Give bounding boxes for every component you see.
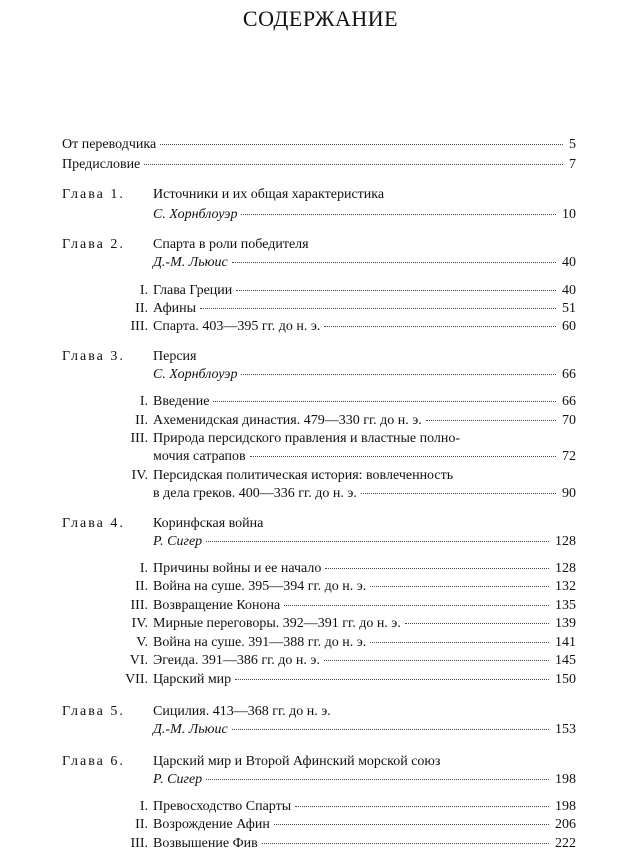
author-name: Р. Сигер (153, 772, 203, 787)
section-number: II. (135, 301, 148, 316)
leader-dots (284, 604, 549, 606)
section-number: II. (135, 413, 148, 428)
entry-page: 198 (555, 799, 576, 814)
section-text: Афины (153, 301, 197, 316)
chapter-author-entry[interactable] (153, 206, 576, 224)
leader-dots (370, 641, 549, 643)
toc-section[interactable] (153, 578, 576, 596)
toc-section[interactable] (153, 300, 576, 318)
chapter-title[interactable]: Спарта в роли победителя (153, 237, 309, 252)
chapter-title[interactable]: Сицилия. 413—368 гг. до н. э. (153, 704, 331, 719)
entry-page: 10 (562, 207, 576, 222)
section-text: Причины войны и ее начало (153, 561, 322, 576)
section-text: Ахеменидская династия. 479—330 гг. до н. э. (153, 413, 422, 428)
leader-dots (213, 400, 556, 402)
section-text-line1[interactable]: Персидская политическая история: вовлеченность (153, 468, 454, 483)
section-text: Война на суше. 391—388 гг. до н. э. (153, 635, 367, 650)
entry-page: 66 (562, 367, 576, 382)
chapter-label: Глава 5. (62, 704, 125, 719)
toc-section[interactable] (153, 393, 576, 411)
chapter-label: Глава 1. (62, 187, 125, 202)
section-number: IV. (131, 468, 148, 483)
section-text: Возвращение Конона (153, 598, 281, 613)
toc-section[interactable] (153, 282, 576, 300)
leader-dots (361, 492, 556, 494)
section-text-line1[interactable]: Природа персидского правления и властные полно- (153, 431, 461, 446)
leader-dots (262, 842, 549, 844)
section-number: I. (139, 394, 148, 409)
entry-page: 132 (555, 579, 576, 594)
section-text-line2: в дела греков. 400—336 гг. до н. э. (153, 486, 357, 501)
section-number: VI. (129, 653, 148, 668)
entry-page: 70 (562, 413, 576, 428)
leader-dots (295, 805, 549, 807)
entry-page: 72 (562, 449, 576, 464)
entry-page: 153 (555, 722, 576, 737)
toc-section[interactable] (153, 448, 576, 466)
leader-dots (206, 778, 549, 780)
chapter-label: Глава 3. (62, 349, 125, 364)
section-number: I. (139, 283, 148, 298)
chapter-author-entry[interactable] (153, 771, 576, 789)
leader-dots (236, 289, 556, 291)
entry-page: 60 (562, 319, 576, 334)
entry-page: 40 (562, 283, 576, 298)
toc-section[interactable] (153, 816, 576, 834)
section-number: III. (130, 431, 148, 446)
chapter-title[interactable]: Персия (153, 349, 197, 364)
leader-dots (274, 823, 549, 825)
toc-section[interactable] (153, 798, 576, 816)
chapter-author-entry[interactable] (153, 721, 576, 739)
toc-entry-preface[interactable] (62, 156, 576, 174)
entry-page: 198 (555, 772, 576, 787)
toc-section[interactable] (153, 634, 576, 652)
chapter-title[interactable]: Источники и их общая характеристика (153, 187, 385, 202)
leader-dots (405, 622, 549, 624)
toc-section[interactable] (153, 671, 576, 689)
toc-section[interactable] (153, 615, 576, 633)
author-name: Р. Сигер (153, 534, 203, 549)
section-number: I. (139, 799, 148, 814)
page-title: СОДЕРЖАНИЕ (242, 6, 399, 31)
entry-page: 141 (555, 635, 576, 650)
leader-dots (241, 373, 556, 375)
section-text: Возвышение Фив (153, 836, 258, 851)
entry-page: 66 (562, 394, 576, 409)
entry-page: 90 (562, 486, 576, 501)
leader-dots (160, 143, 563, 145)
entry-page: 51 (562, 301, 576, 316)
entry-page: 139 (555, 616, 576, 631)
entry-page: 222 (555, 836, 576, 851)
section-number: V. (136, 635, 148, 650)
section-text: Возрождение Афин (153, 817, 270, 832)
entry-page: 135 (555, 598, 576, 613)
entry-page: 145 (555, 653, 576, 668)
leader-dots (206, 540, 549, 542)
section-number: III. (130, 836, 148, 851)
leader-dots (426, 419, 556, 421)
section-text: Введение (153, 394, 210, 409)
section-text: Эгеида. 391—386 гг. до н. э. (153, 653, 320, 668)
section-number: III. (130, 598, 148, 613)
author-name: С. Хорнблоуэр (153, 207, 238, 222)
section-text: Превосходство Спарты (153, 799, 292, 814)
toc-section[interactable] (153, 597, 576, 615)
toc-section[interactable] (153, 560, 576, 578)
section-text: Спарта. 403—395 гг. до н. э. (153, 319, 321, 334)
leader-dots (324, 325, 556, 327)
entry-page: 150 (555, 672, 576, 687)
entry-page: 128 (555, 534, 576, 549)
chapter-label: Глава 6. (62, 754, 125, 769)
chapter-author-entry[interactable] (153, 366, 576, 384)
chapter-author-entry[interactable] (153, 254, 576, 272)
entry-page: 128 (555, 561, 576, 576)
toc-section[interactable] (153, 485, 576, 503)
leader-dots (370, 585, 549, 587)
section-number: I. (139, 561, 148, 576)
chapter-label: Глава 4. (62, 516, 125, 531)
entry-text: Предисловие (62, 157, 141, 172)
chapter-title[interactable]: Коринфская война (153, 516, 264, 531)
entry-page: 40 (562, 255, 576, 270)
leader-dots (250, 455, 556, 457)
section-number: VII. (125, 672, 148, 687)
toc-section[interactable] (153, 318, 576, 336)
section-text: Царский мир (153, 672, 232, 687)
entry-page: 206 (555, 817, 576, 832)
chapter-label: Глава 2. (62, 237, 125, 252)
leader-dots (241, 213, 556, 215)
toc-section[interactable] (153, 835, 576, 853)
section-number: IV. (131, 616, 148, 631)
leader-dots (232, 728, 549, 730)
section-text: Война на суше. 395—394 гг. до н. э. (153, 579, 367, 594)
leader-dots (200, 307, 556, 309)
leader-dots (235, 678, 549, 680)
leader-dots (324, 659, 549, 661)
section-number: II. (135, 579, 148, 594)
toc-entry-translator[interactable] (62, 136, 576, 154)
leader-dots (144, 163, 563, 165)
section-text: Глава Греции (153, 283, 233, 298)
entry-page: 5 (569, 137, 576, 152)
author-name: Д.-М. Льюис (153, 722, 228, 737)
toc-section[interactable] (153, 412, 576, 430)
section-text: Мирные переговоры. 392—391 гг. до н. э. (153, 616, 401, 631)
author-name: С. Хорнблоуэр (153, 367, 238, 382)
section-text-line2: мочия сатрапов (153, 449, 246, 464)
chapter-author-entry[interactable] (153, 533, 576, 551)
chapter-title[interactable]: Царский мир и Второй Афинский морской союз (153, 754, 441, 769)
entry-text: От переводчика (62, 137, 157, 152)
author-name: Д.-М. Льюис (153, 255, 228, 270)
toc-section[interactable] (153, 652, 576, 670)
section-number: II. (135, 817, 148, 832)
section-number: III. (130, 319, 148, 334)
entry-page: 7 (569, 157, 576, 172)
leader-dots (232, 261, 556, 263)
leader-dots (325, 567, 549, 569)
